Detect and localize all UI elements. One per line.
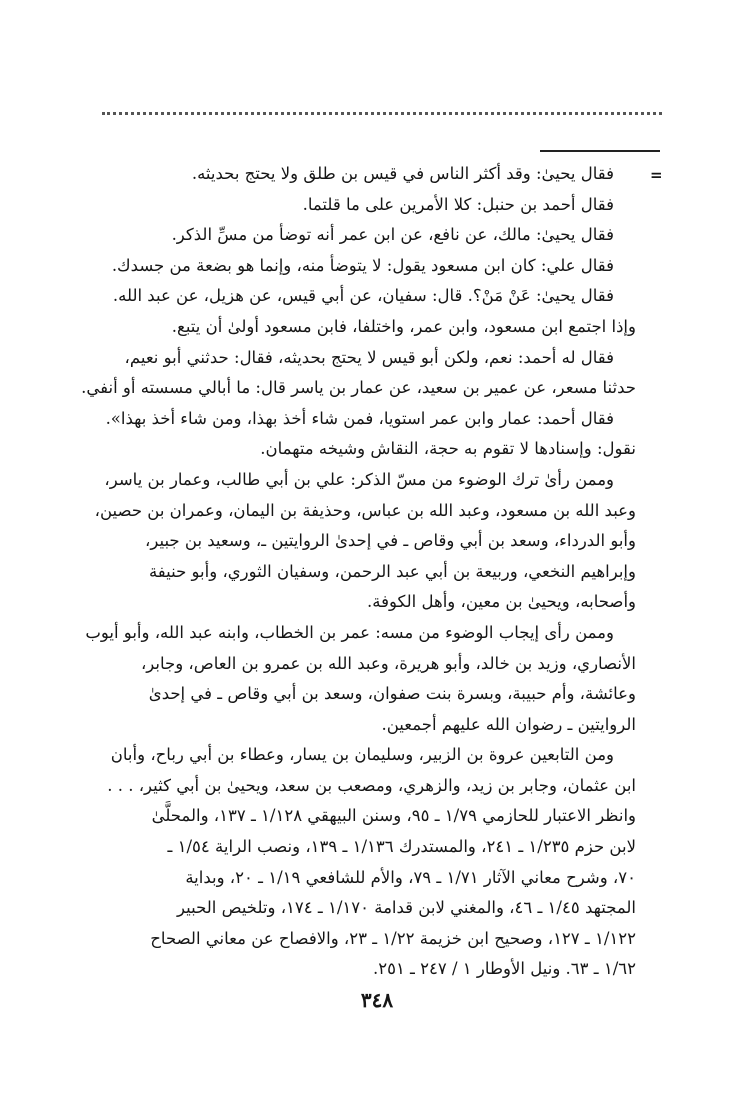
text-line: الأنصاري، وزيد بن خالد، وأبو هريرة، وعبد الله بن عمرو بن العاص، وجابر، — [140, 653, 636, 673]
text-line: فقال أحمد بن حنبل: كلا الأمرين على ما قلتما. — [302, 194, 614, 214]
continuation-marker: = — [650, 166, 663, 184]
footnote-text-block — [81, 159, 636, 985]
text-line: ١/٦٢ ـ ٦٣. ونيل الأوطار ١ / ٢٤٧ ـ ٢٥١. — [372, 959, 636, 979]
text-line: وأصحابه، ويحيىٰ بن معين، وأهل الكوفة. — [367, 592, 636, 612]
text-line: وإبراهيم النخعي، وربيعة بن أبي عبد الرحمن، وسفيان الثوري، وأبو حنيفة — [148, 561, 636, 581]
text-line: وعبد الله بن مسعود، وعبد الله بن عباس، وحذيفة بن اليمان، وعمران بن حصين، — [94, 500, 636, 520]
text-line: حدثنا مسعر، عن عمير بن سعيد، عن عمار بن ياسر قال: ما أبالي مسسته أو أنفي. — [81, 378, 636, 398]
text-line: فقال يحيىٰ: وقد أكثر الناس في قيس بن طلق ولا يحتج بحديثه. — [191, 164, 614, 183]
page-number: ٣٤٨ — [360, 988, 394, 1012]
text-line: فقال يحيىٰ: مالك، عن نافع، عن ابن عمر أنه توضأ من مسِّ الذكر. — [171, 225, 614, 245]
text-line: وعائشة، وأم حبيبة، وبسرة بنت صفوان، وسعد بن أبي وقاص ـ في إحدىٰ — [148, 684, 636, 704]
text-line: ٧٠، وشرح معاني الآثار ١/٧١ ـ ٧٩، والأم للشافعي ١/١٩ ـ ٢٠، وبداية — [185, 867, 636, 887]
text-line: فقال له أحمد: نعم، ولكن أبو قيس لا يحتج بحديثه، فقال: حدثني أبو نعيم، — [124, 347, 614, 367]
text-line: المجتهد ١/٤٥ ـ ٤٦، والمغني لابن قدامة ١/١٧٠ ـ ١٧٤، وتلخيص الحبير — [177, 898, 636, 918]
text-line: نقول: وإسنادها لا تقوم به حجة، النقاش وشيخه متهمان. — [260, 439, 636, 459]
text-line: وأبو الدرداء، وسعد بن أبي وقاص ـ في إحدىٰ الروايتين ـ، وسعيد بن جبير، — [145, 531, 636, 551]
text-line: فقال أحمد: عمار وابن عمر استويا، فمن شاء أخذ بهذا، ومن شاء أخذ بهذا». — [105, 408, 614, 428]
text-line: ومن التابعين عروة بن الزبير، وسليمان بن يسار، وعطاء بن أبي رباح، وأبان — [110, 745, 614, 765]
text-line: وإذا اجتمع ابن مسعود، وابن عمر، واختلفا، فابن مسعود أولىٰ أن يتبع. — [171, 316, 636, 336]
text-line: وممن رأىٰ ترك الوضوء من مسّ الذكر: علي بن أبي طالب، وعمار بن ياسر، — [104, 469, 614, 489]
text-line: الروايتين ـ رضوان الله عليهم أجمعين. — [381, 714, 636, 734]
text-line: وانظر الاعتبار للحازمي ١/٧٩ ـ ٩٥، وسنن البيهقي ١/١٢٨ ـ ١٣٧، والمحلَّىٰ — [151, 806, 636, 826]
text-line: فقال علي: كان ابن مسعود يقول: لا يتوضأ منه، وإنما هو بضعة من جسدك. — [111, 255, 614, 275]
text-line: لابن حزم ١/٢٣٥ ـ ٢٤١، والمستدرك ١/١٣٦ ـ ١٣٩، ونصب الراية ١/٥٤ ـ — [167, 837, 636, 857]
footnote-separator-rule — [540, 150, 660, 152]
text-line: ١/١٢٢ ـ ١٢٧، وصحيح ابن خزيمة ١/٢٢ ـ ٢٣، والافصاح عن معاني الصحاح — [150, 928, 636, 948]
text-line: وممن رأى إيجاب الوضوء من مسه: عمر بن الخطاب، وابنه عبد الله، وأبو أيوب — [85, 622, 614, 642]
text-line: فقال يحيىٰ: عَنْ مَنْ؟. قال: سفيان، عن أبي قيس، عن هزيل، عن عبد الله. — [112, 286, 614, 306]
text-line: ابن عثمان، وجابر بن زيد، والزهري، ومصعب بن سعد، ويحيىٰ بن أبي كثير، . . . — [107, 775, 636, 795]
header-dotted-rule — [102, 112, 662, 115]
